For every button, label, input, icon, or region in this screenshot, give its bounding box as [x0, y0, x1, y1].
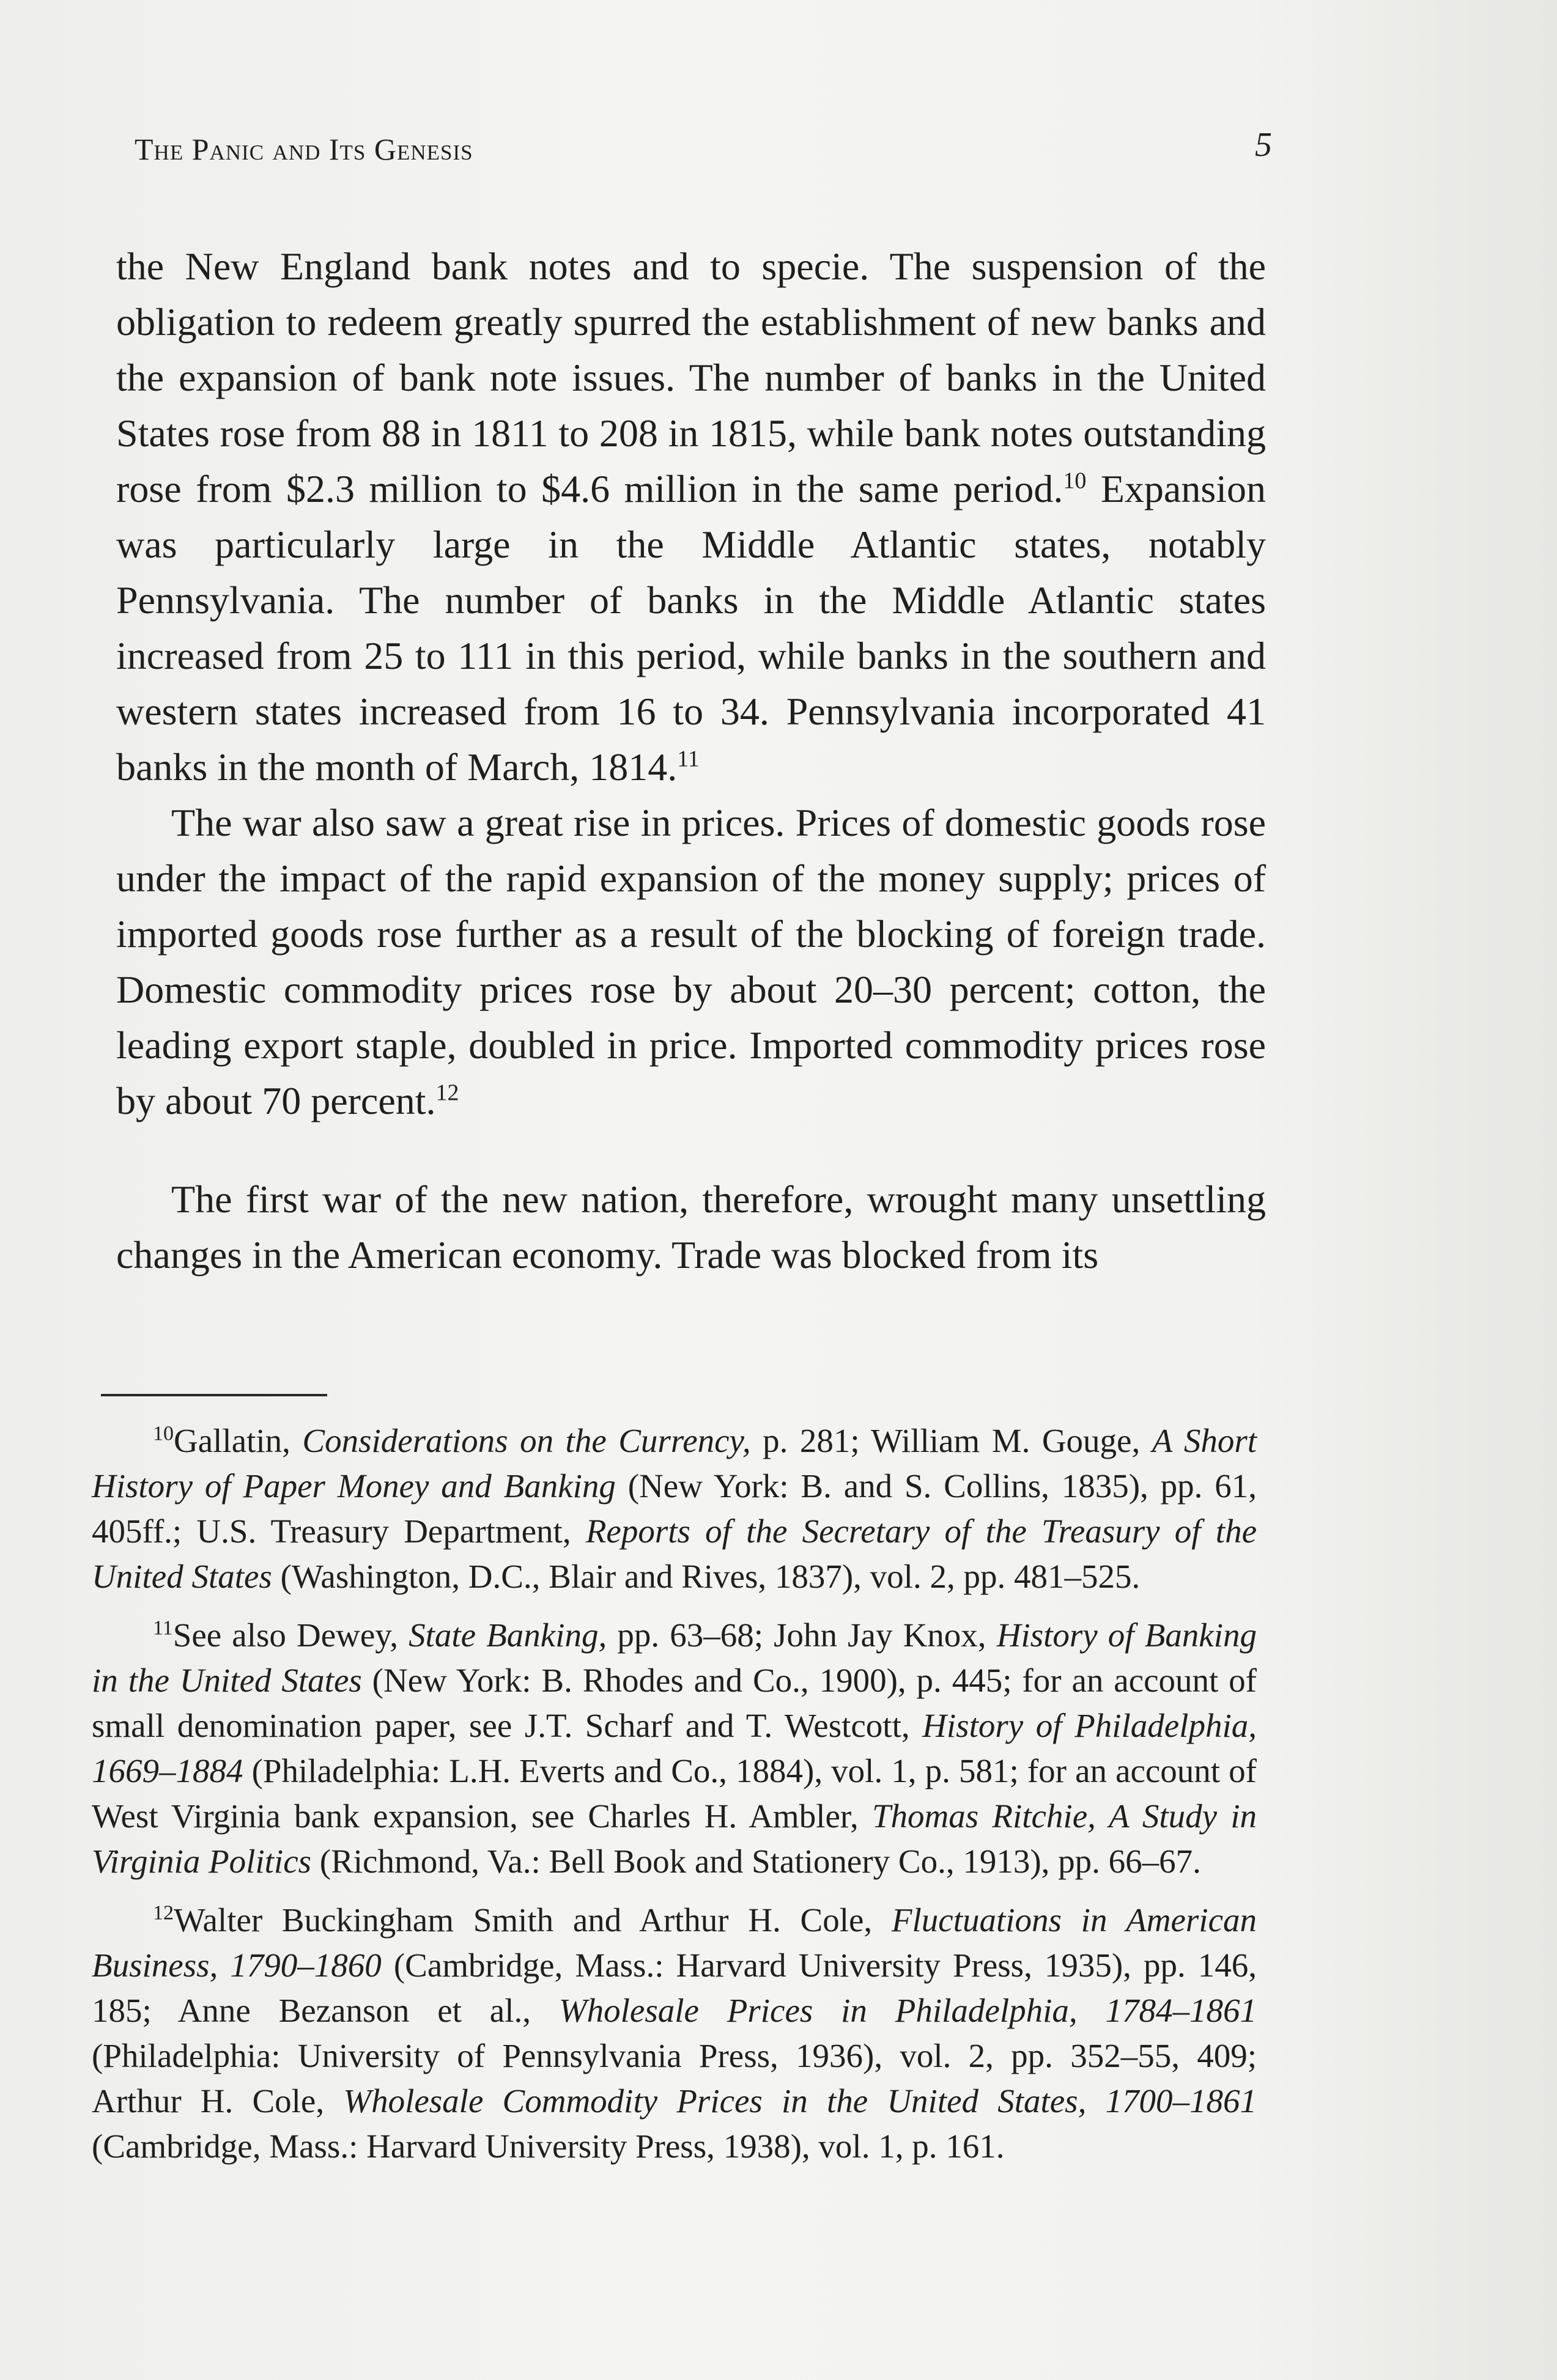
footnote-ref-12: 12	[435, 1080, 459, 1106]
footnote-title: Considerations on the Currency,	[302, 1422, 751, 1459]
footnote-title: History of Banking in the United States	[92, 1616, 1257, 1699]
footnote-title: Wholesale Commodity Prices in the United States, 1700–1861	[343, 2082, 1257, 2120]
footnote-number: 11	[153, 1616, 173, 1640]
footnote-title: A Short History of Paper Money and Banking	[92, 1422, 1257, 1505]
footnote-text: See also Dewey,	[172, 1616, 409, 1654]
footnote-ref-11: 11	[677, 746, 700, 772]
footnote-title: Reports of the Secretary of the Treasury of the United States	[92, 1512, 1257, 1595]
footnote-text: (New York: B. Rhodes and Co., 1900), p. 445; for an account of small denomination paper, see J.T. Scharf and T. Westcott,	[92, 1662, 1257, 1744]
footnote-12	[92, 1898, 1257, 2169]
paragraph-3-text: The first war of the new nation, therefore, wrought many unsettling changes in the American economy. Trade was blocked from its	[116, 1177, 1266, 1277]
footnote-text: Gallatin,	[174, 1422, 303, 1459]
footnote-10	[92, 1418, 1257, 1599]
page-number: 5	[1255, 126, 1272, 164]
footnote-text: pp. 63–68; John Jay Knox,	[607, 1616, 997, 1654]
footnote-11	[92, 1613, 1257, 1884]
footnote-title: Fluctuations in American Business, 1790–1860	[92, 1901, 1257, 1984]
footnote-title: Wholesale Prices in Philadelphia, 1784–1861	[558, 1992, 1257, 2029]
footnote-text: (Cambridge, Mass.: Harvard University Press, 1935), pp. 146, 185; Anne Bezanson et al.,	[92, 1947, 1257, 2029]
main-text	[116, 238, 1266, 1283]
footnote-number: 12	[153, 1901, 174, 1925]
page-header	[135, 125, 1272, 174]
footnote-text: (New York: B. and S. Collins, 1835), pp. 61, 405ff.; U.S. Treasury Department,	[92, 1467, 1257, 1550]
footnote-title: Thomas Ritchie, A Study in Virginia Politics	[92, 1797, 1257, 1880]
footnote-text: p. 281; William M. Gouge,	[750, 1422, 1152, 1459]
footnote-ref-10: 10	[1063, 468, 1087, 494]
footnote-title: State Banking,	[409, 1616, 607, 1654]
paragraph-2	[116, 795, 1266, 1129]
paragraph-1-text-a: the New England bank notes and to specie. The suspension of the obligation to redeem greatly spurred the establishment of new banks and the expansion of bank note issues. The number of banks in the United States rose from 88 in 1811 to 208 in 1815, while bank notes outstanding rose from $2.3 million to $4.6 million in the same period.	[116, 245, 1266, 510]
footnote-text: (Richmond, Va.: Bell Book and Stationery Co., 1913), pp. 66–67.	[311, 1843, 1201, 1880]
paragraph-3	[116, 1171, 1266, 1283]
footnote-number: 10	[153, 1422, 174, 1445]
footnote-text: Walter Buckingham Smith and Arthur H. Cole,	[174, 1901, 892, 1939]
footnote-rule	[101, 1394, 327, 1396]
footnote-text: (Cambridge, Mass.: Harvard University Press, 1938), vol. 1, p. 161.	[92, 2128, 1005, 2165]
paragraph-2-text: The war also saw a great rise in prices. Prices of domestic goods rose under the impact of the rapid expansion of the money supply; prices of imported goods rose further as a result of the blocking of foreign trade. Domestic commodity prices rose by about 20–30 percent; cotton, the leading export staple, doubled in price. Imported commodity prices rose by about 70 percent.	[116, 801, 1266, 1122]
paragraph-1	[116, 238, 1266, 795]
footnotes	[92, 1418, 1257, 2183]
footnote-text: (Philadelphia: L.H. Everts and Co., 1884), vol. 1, p. 581; for an account of West Virginia bank expansion, see Charles H. Ambler,	[92, 1752, 1257, 1835]
paragraph-1-text-b: Expansion was particularly large in the Middle Atlantic states, notably Pennsylvania. The number of banks in the Middle Atlantic states increased from 25 to 111 in this period, while banks in the southern and western states increased from 16 to 34. Pennsylvania incorporated 41 banks in the month of March, 1814.	[116, 467, 1267, 789]
footnote-title: History of Philadelphia, 1669–1884	[92, 1707, 1257, 1789]
running-head: The Panic and Its Genesis	[135, 132, 473, 166]
footnote-text: (Philadelphia: University of Pennsylvania Press, 1936), vol. 2, pp. 352–55, 409; Arthur H. Cole,	[92, 2037, 1257, 2120]
footnote-text: (Washington, D.C., Blair and Rives, 1837), vol. 2, pp. 481–525.	[272, 1558, 1141, 1595]
